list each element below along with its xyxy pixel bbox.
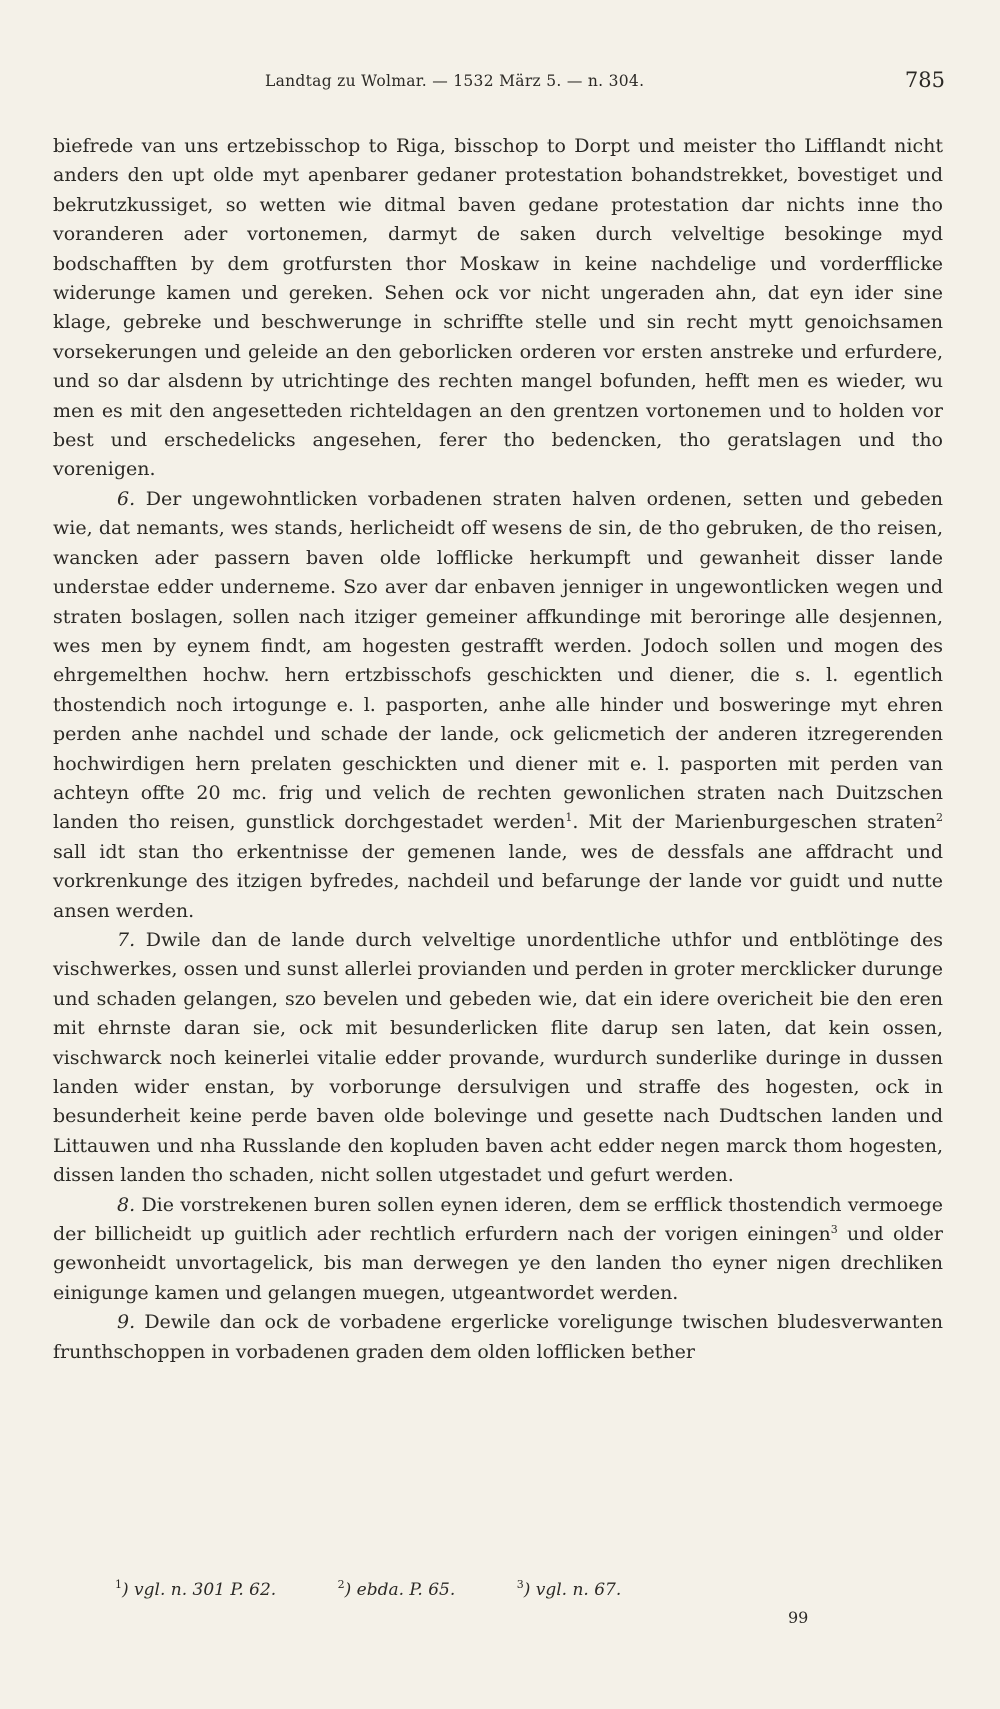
paragraph-7: 7. Dwile dan de lande durch velveltige unordentliche uthfor und entblötinge des vischwerkes, ossen und sunst allerlei provianden und perden in groter mercklicker durunge und schaden gelangen, szo bevelen und gebeden wie, dat ein idere overicheit bie den eren mit ehrnste daran sie, ock mit besunderlicken flite darup sen laten, dat kein ossen, vischwarck noch keinerlei vitalie edder provande, wurdurch sunderlike duringe in dussen landen wider enstan, by vorborunge dersulvigen und straffe des hogesten, ock in besunderheit keine perde baven olde bolevinge und gesette nach Dudtschen landen und Littauwen und nha Russlande den kopluden baven acht edder negen marck thom hogesten, dissen landen tho schaden, nicht sollen utgestadet und gefurt werden. <box>53 928 943 1187</box>
printer-signature: 99 <box>788 1608 809 1627</box>
page-number: 785 <box>904 68 945 92</box>
running-title: Landtag zu Wolmar. — 1532 März 5. — n. 304. <box>265 72 645 90</box>
footnote-ref: 2 <box>936 811 943 825</box>
footnote-1: $^1$) vgl. n. 301 P. 62. <box>115 1578 277 1600</box>
footnote-3: $^3$) vgl. n. 67. <box>516 1578 622 1600</box>
section-number: 8. <box>117 1193 136 1216</box>
running-header <box>265 70 945 98</box>
section-number: 6. <box>117 487 136 510</box>
section-number: 9. <box>117 1311 136 1334</box>
footnotes <box>115 1580 915 1600</box>
paragraph-continuation: biefrede van uns ertzebisschop to Riga, bisschop to Dorpt und meister tho Lifflandt nicht anders den upt olde myt apenbarer gedaner protestation bohandstrekket, bovestiget und bekrutzkussiget, so wetten wie ditmal baven gedane protestation dar nichts inne tho voranderen ader vortonemen, darmyt de saken durch velveltige besokinge myd bodschafften by dem grotfursten thor Moskaw in keine nachdelige und vorderfflicke widerunge kamen und gereken. Sehen ock vor nicht ungeraden ahn, dat eyn ider sine klage, gebreke und beschwerunge in schriffte stelle und sin recht mytt genoichsamen vorsekerungen und geleide an den geborlicken orderen vor ersten anstreke und erfurdere, und so dar alsdenn by utrichtinge des rechten mangel bofunden, hefft men es wieder, wu men es mit den angesetteden richteldagen an den grentzen vortonemen und to holden vor best und erschedelicks angesehen, ferer tho bedencken, tho geratslagen und tho vorenigen. <box>53 135 943 481</box>
paragraph-8: 8. Die vorstrekenen buren sollen eynen ideren, dem se erfflick thostendich vermoege der billicheidt up guitlich ader rechtlich erfurdern nach der vorigen einingen$^3$ und older gewonheidt unvortagelick, bis man derwegen ye den landen tho eyner nigen drechliken einigunge kamen und gelangen muegen, utgeantwordet werden. <box>53 1193 943 1304</box>
paragraph-9: 9. Dewile dan ock de vorbadene ergerlicke voreligunge twischen bludesverwanten frunthschoppen in vorbadenen graden dem olden lofflicken bether <box>53 1311 943 1363</box>
main-text <box>53 132 943 1367</box>
footnote-2: $^2$) ebda. P. 65. <box>337 1578 456 1600</box>
footnote-ref: 1 <box>565 811 573 825</box>
footnote-ref: 3 <box>830 1223 838 1237</box>
paragraph-6: 6. Der ungewohntlicken vorbadenen straten halven ordenen, setten und gebeden wie, dat nemants, wes stands, herlicheidt off wesens de sin, de tho gebruken, de tho reisen, wancken ader passern baven olde lofflicke herkumpft und gewanheit disser lande understae edder underneme. Szo aver dar enbaven jenniger in ungewontlicken wegen und straten boslagen, sollen nach itziger gemeiner affkundinge mit beroringe alle desjennen, wes men by eynem findt, am hogesten gestrafft werden. Jodoch sollen und mogen des ehrgemelthen hochw. hern ertzbisschofs geschickten und diener, die s. l. egentlich thostendich noch irtogunge e. l. pasporten, anhe alle hinder und bosweringe myt ehren perden anhe nachdel und schade der lande, ock gelicmetich der anderen itzregerenden hochwirdigen hern prelaten geschickten und diener mit e. l. pasporten mit perden van achteyn offte 20 mc. frig und velich de rechten gewonlichen straten nach Duitzschen landen tho reisen, gunstlick dorchgestadet werden$^1$. Mit der Marienburgeschen straten$^2$ sall idt stan tho erkentnisse der gemenen lande, wes de dessfals ane affdracht und vorkrenkunge des itzigen byfredes, nachdeil und befarunge der lande vor guidt und nutte ansen werden. <box>53 487 943 922</box>
section-number: 7. <box>117 928 136 951</box>
